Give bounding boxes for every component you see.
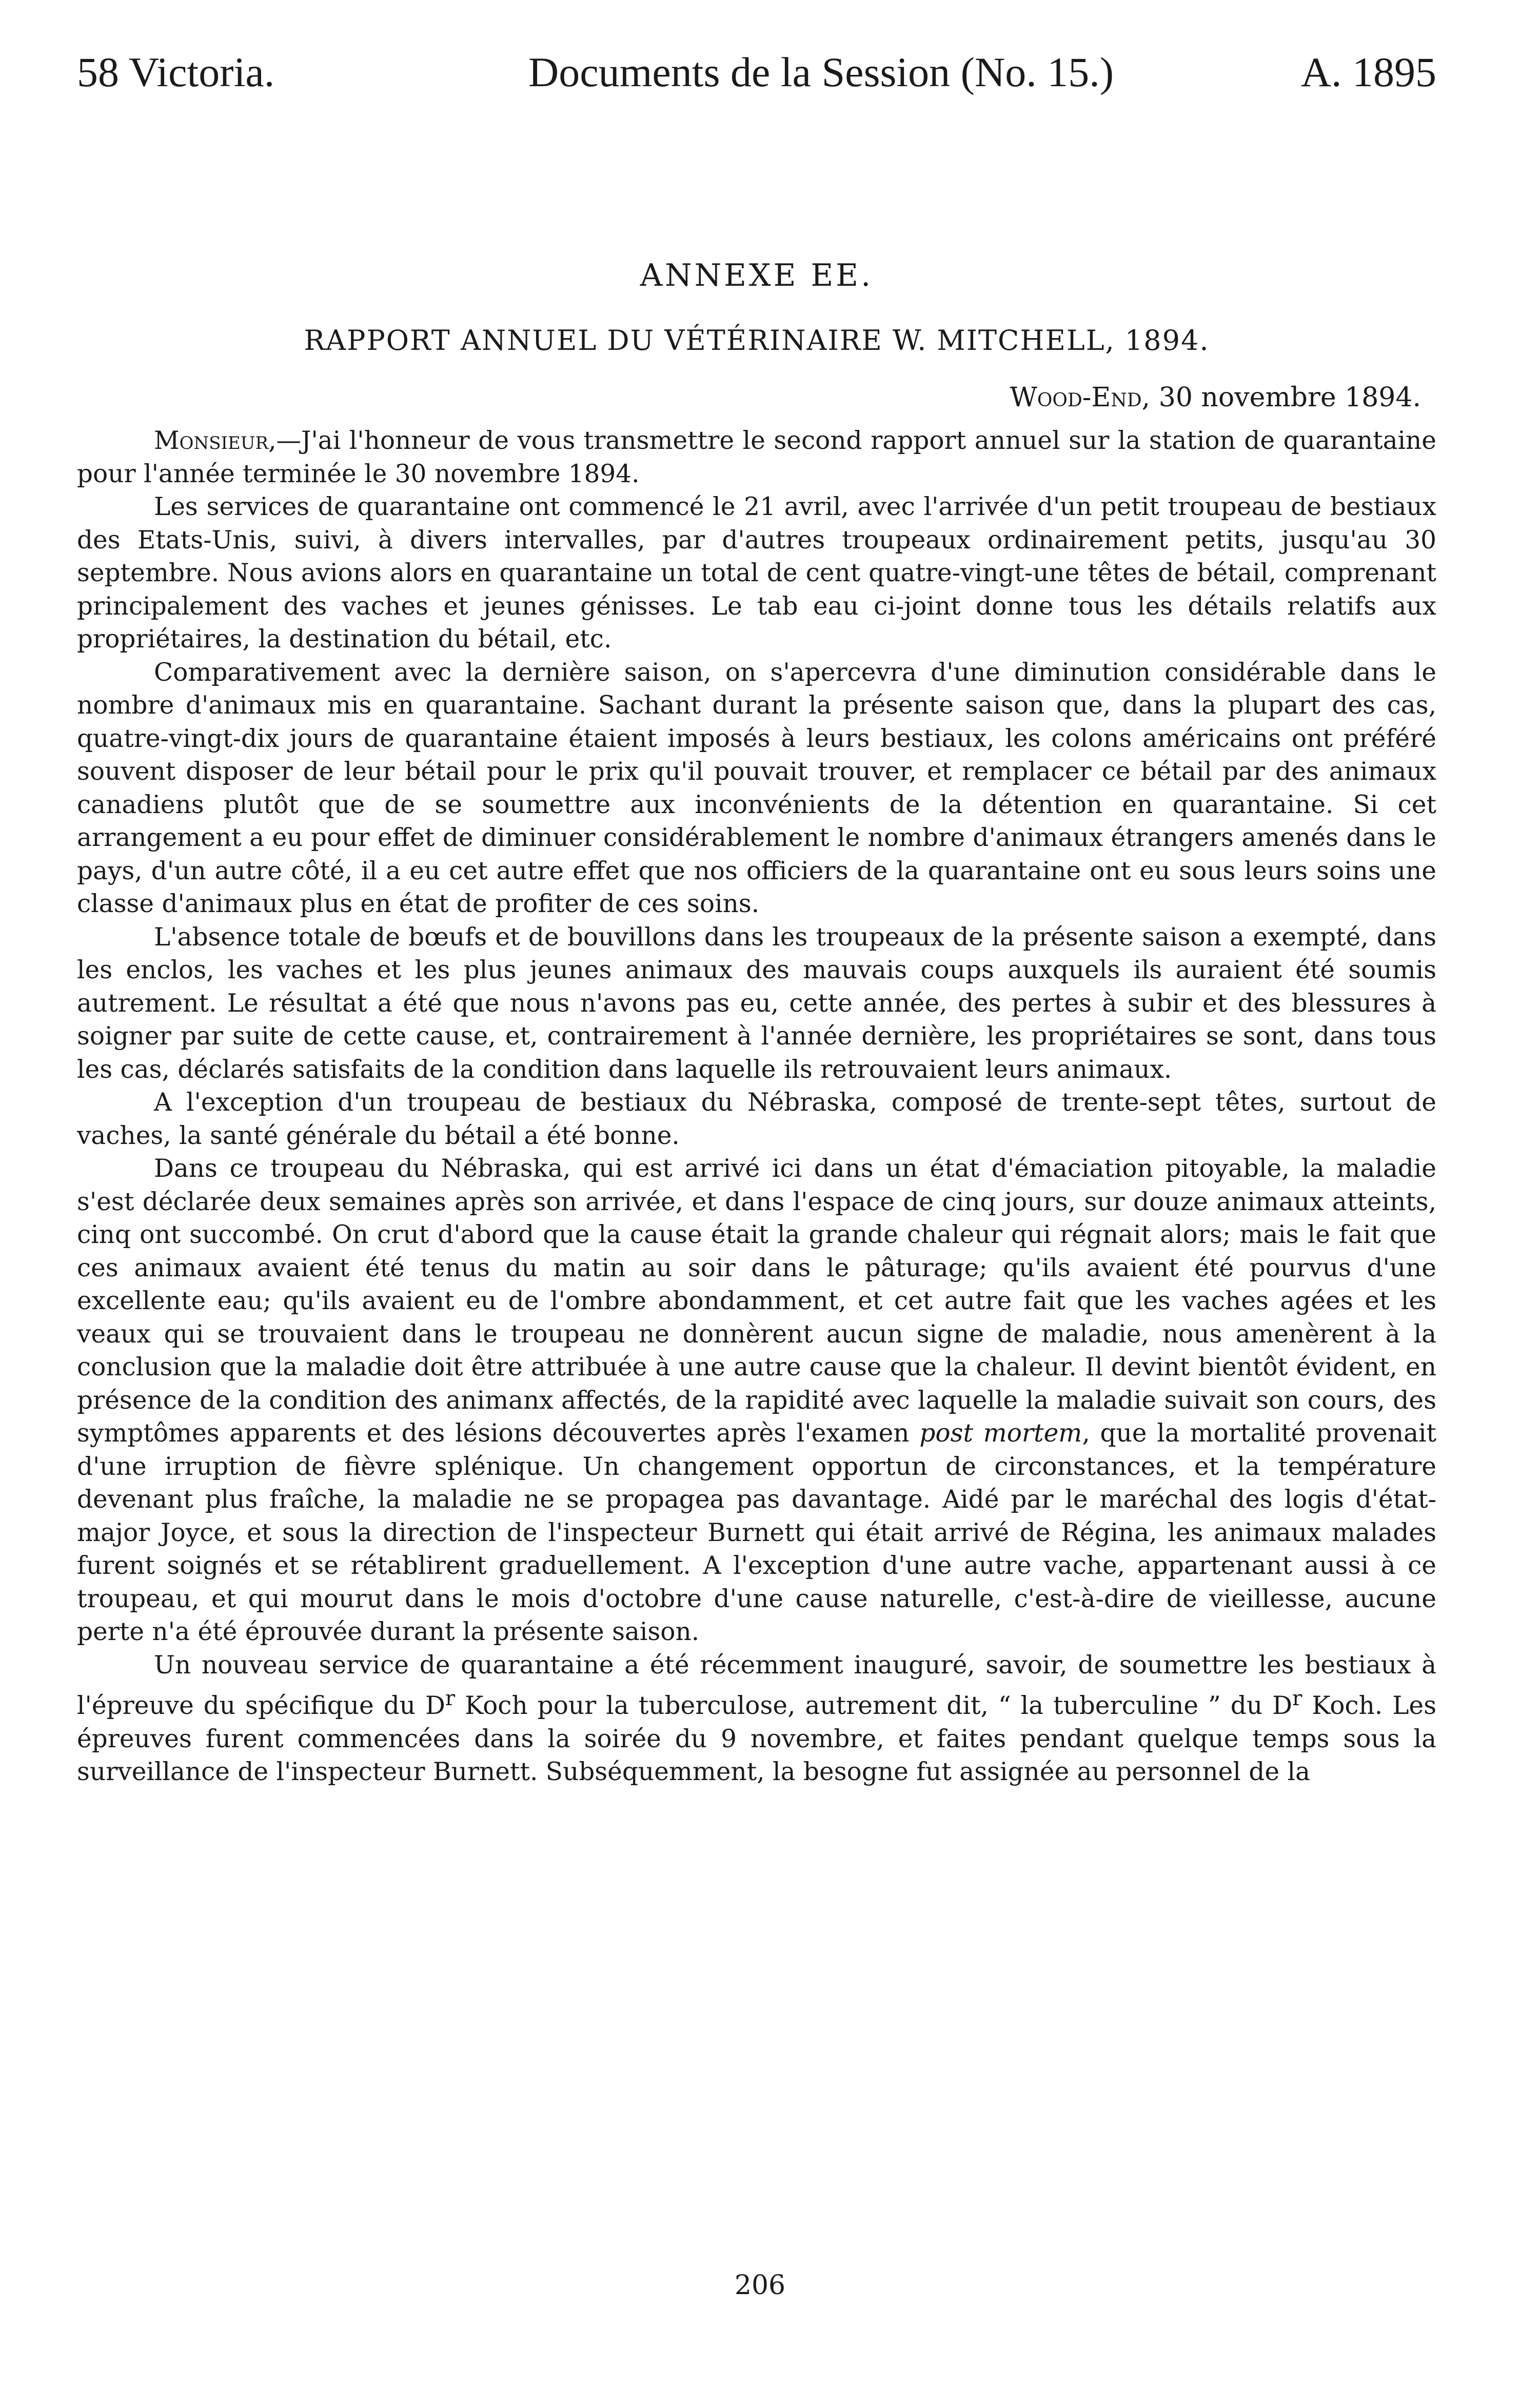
paragraph-7 xyxy=(77,1649,1436,1789)
paragraph-7-text-c: Koch. Les épreuves furent commencées dans la soirée du 9 novembre, et faites pendant quelque temps sous la surveillance de l'inspecteur Burnett. Subséquemment, la besogne fut assignée au personnel de la xyxy=(77,1691,1437,1787)
paragraph-7-text-a: Un nouveau service de quarantaine a été récemment inauguré, savoir, de soumettre les bestiaux à l'épreuve du spécifique du D xyxy=(77,1650,1436,1721)
header-document-series: Documents de la Session (No. 15.) xyxy=(528,49,1114,95)
paragraph-6 xyxy=(77,1152,1436,1649)
report-body xyxy=(77,424,1436,1789)
header-regnal-year: 58 Victoria. xyxy=(77,49,275,95)
paragraph-7-text-b: Koch pour la tuberculose, autrement dit, “ la tuberculine ” du D xyxy=(455,1691,1292,1721)
paragraph-6-text-b: , que la mortalité provenait d'une irruption de fièvre splénique. Un changement opportun de circonstances, et la température devenant plus fraîche, la maladie ne se propagea pas davantage. Aidé par le maréchal des logis d'état-major Joyce, et sous la direction de l'inspecteur Burnett qui était arrivé de Régina, les animaux malades furent soignés et se rétablirent graduellement. A l'exception d'une autre vache, appartenant aussi à ce troupeau, et qui mourut dans le mois d'octobre d'une cause naturelle, c'est-à-dire de vieillesse, aucune perte n'a été éprouvée durant la présente saison. xyxy=(77,1419,1436,1646)
running-header xyxy=(77,51,1436,93)
paragraph-7-superscript-b: r xyxy=(1292,1686,1302,1710)
paragraph-4: L'absence totale de bœufs et de bouvillons dans les troupeaux de la présente saison a exempté, dans les enclos, les vaches et les plus jeunes animaux des mauvais coups auxquels ils auraient été soumis autrement. Le résultat a été que nous n'avons pas eu, cette année, des pertes à subir et des blessures à soigner par suite de cette cause, et, contrairement à l'année dernière, les propriétaires se sont, dans tous les cas, déclarés satisfaits de la condition dans laquelle ils retrouvaient leurs animaux. xyxy=(77,922,1436,1084)
document-page xyxy=(77,51,1436,1789)
report-title: RAPPORT ANNUEL DU VÉTÉRINAIRE W. MITCHELL, 1894. xyxy=(304,324,1210,357)
paragraph-3: Comparativement avec la dernière saison, on s'apercevra d'une diminution considérable dans le nombre d'animaux mis en quarantaine. Sachant durant la présente saison que, dans la plupart des cas, quatre-vingt-dix jours de quarantaine étaient imposés à leurs bestiaux, les colons américains ont préféré souvent disposer de leur bétail pour le prix qu'il pouvait trouver, et remplacer ce bétail par des animaux canadiens plutôt que de se soumettre aux inconvénients de la détention en quarantaine. Si cet arrangement a eu pour effet de diminuer considérablement le nombre d'animaux étrangers amenés dans le pays, d'un autre côté, il a eu cet autre effet que nos officiers de la quarantaine ont eu sous leurs soins une classe d'animaux plus en état de profiter de ces soins. xyxy=(77,658,1436,918)
dateline-date: , 30 novembre 1894. xyxy=(1141,382,1421,413)
paragraph-2: Les services de quarantaine ont commencé le 21 avril, avec l'arrivée d'un petit troupeau de bestiaux des Etats-Unis, suivi, à divers intervalles, par d'autres troupeaux ordinairement petits, jusqu'au 30 septembre. Nous avions alors en quarantaine un total de cent quatre-vingt-une têtes de bétail, comprenant principalement des vaches et jeunes génisses. Le tab eau ci-joint donne tous les détails relatifs aux propriétaires, la destination du bétail, etc. xyxy=(77,492,1436,654)
paragraph-5: A l'exception d'un troupeau de bestiaux du Nébraska, composé de trente-sept têtes, surtout de vaches, la santé générale du bétail a été bonne. xyxy=(77,1088,1436,1150)
salutation: Monsieur, xyxy=(154,426,277,455)
header-year: A. 1895 xyxy=(1300,49,1436,95)
annex-title: ANNEXE EE. xyxy=(640,258,874,293)
paragraph-6-text-a: Dans ce troupeau du Nébraska, qui est arrivé ici dans un état d'émaciation pitoyable, la maladie s'est déclarée deux semaines après son arrivée, et dans l'espace de cinq jours, sur douze animaux atteints, cinq ont succombé. On crut d'abord que la cause était la grande chaleur qui régnait alors; mais le fait que ces animaux avaient été tenus du matin au soir dans le pâturage; qu'ils avaient été pourvus d'une excellente eau; qu'ils avaient eu de l'ombre abondamment, et cet autre fait que les vaches agées et les veaux qui se trouvaient dans le troupeau ne donnèrent aucun signe de maladie, nous amenèrent à la conclusion que la maladie doit être attribuée à une autre cause que la chaleur. Il devint bientôt évident, en présence de la condition des animanx affectés, de la rapidité avec laquelle la maladie suivait son cours, des symptômes apparents et des lésions découvertes après l'examen xyxy=(77,1154,1436,1448)
paragraph-1-text: —J'ai l'honneur de vous transmettre le second rapport annuel sur la station de quarantaine pour l'année terminée le 30 novembre 1894. xyxy=(77,426,1436,488)
dateline-place: Wood-End xyxy=(1010,382,1142,413)
paragraph-7-superscript-a: r xyxy=(445,1686,456,1710)
paragraph-1 xyxy=(77,424,1436,490)
page-number: 206 xyxy=(734,2270,786,2301)
dateline xyxy=(77,382,1436,413)
paragraph-6-italic-term: post mortem xyxy=(919,1419,1082,1448)
